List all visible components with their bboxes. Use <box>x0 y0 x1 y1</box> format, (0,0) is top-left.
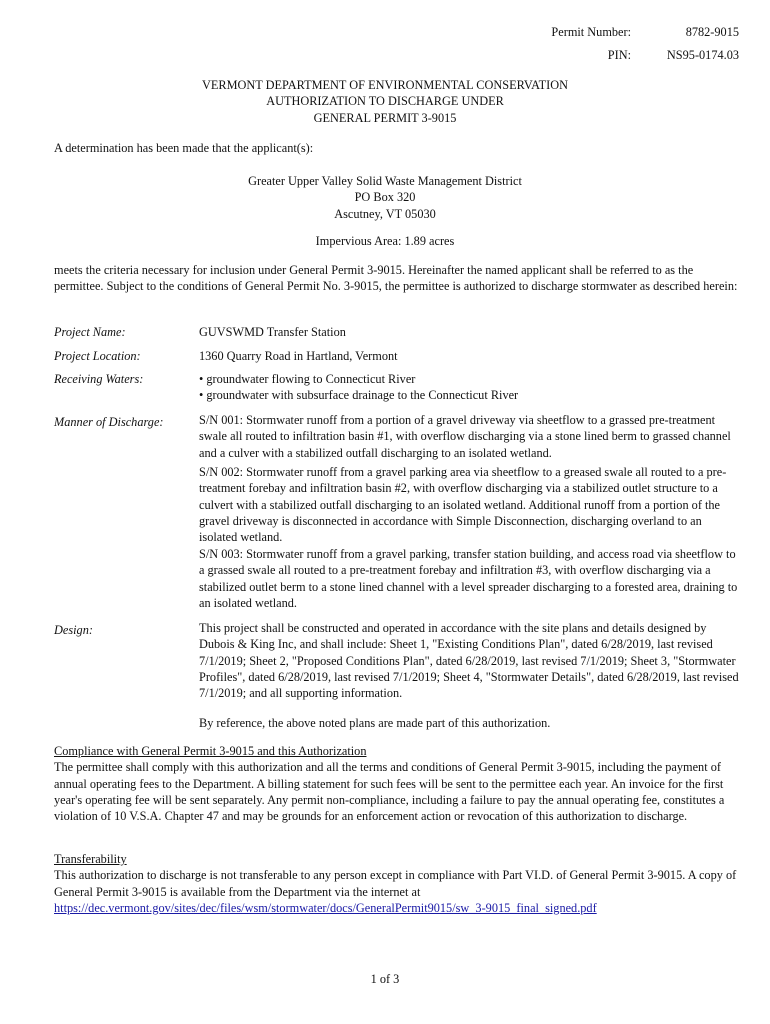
page-number: 1 of 3 <box>370 972 400 986</box>
project-name-value: GUVSWMD Transfer Station <box>199 325 346 339</box>
transferability-heading: Transferability <box>54 852 127 866</box>
permit-number-label: Permit Number: <box>551 25 631 39</box>
applicant-address-2: Ascutney, VT 05030 <box>334 206 436 221</box>
project-location-label: Project Location: <box>54 349 141 363</box>
permit-number-value: 8782-9015 <box>685 25 739 39</box>
compliance-section <box>54 743 742 824</box>
design-label: Design: <box>54 623 93 637</box>
project-name-label: Project Name: <box>54 325 126 339</box>
compliance-text: The permittee shall comply with this authorization and all the terms and conditions of General Permit 3-9015, including the payment of annual operating fees to the Department. A billing statement for such fees will be sent to the permittee each year. An invoice for the first year's operating fee will be sent separately. Any permit non-compliance, including a failure to pay the annual operating fee, constitutes a violation of 10 V.S.A. Chapter 47 and may be grounds for an enforcement action or revocation of this authorization to discharge. <box>54 760 725 824</box>
compliance-heading: Compliance with General Permit 3-9015 and this Authorization <box>54 744 367 758</box>
discharge-item-3: S/N 003: Stormwater runoff from a gravel parking, transfer station building, and access road via sheetflow to a grassed swale all routed to a pre-treatment forebay and infiltration #3, with overflow discharging via a stabilized outlet berm to a stone lined channel with a level spreader discharging to a forested area, draining to an isolated wetland. <box>199 547 738 610</box>
reference-text: By reference, the above noted plans are made part of this authorization. <box>199 716 551 730</box>
title-line-3: GENERAL PERMIT 3-9015 <box>313 110 457 125</box>
transferability-section <box>54 851 742 916</box>
title-line-1: VERMONT DEPARTMENT OF ENVIRONMENTAL CONSERVATION <box>202 78 568 92</box>
discharge-item-1: S/N 001: Stormwater runoff from a portion of a gravel driveway via sheetflow to a grassed pre-treatment swale all routed to infiltration basin #1, with overflow discharging via a stone lined berm to grassed channel and a culver with a stabilized outfall discharging to an isolated wetland. <box>199 413 731 460</box>
title-line-2: AUTHORIZATION TO DISCHARGE UNDER <box>266 94 504 109</box>
manner-of-discharge-label: Manner of Discharge: <box>54 415 164 429</box>
receiving-water-item: • groundwater with subsurface drainage to the Connecticut River <box>199 388 519 403</box>
discharge-item-2: S/N 002: Stormwater runoff from a gravel parking area via sheetflow to a greased swale all routed to a pre-treatment forebay and infiltration basin #2, with overflow discharging via a stabilized outlet structure to a culvert with a stabilized outfall discharging to an isolated wetland. Additional runoff from a portion of the gravel driveway is disconnected in accordance with Simple Disconnection, discharging overland to an isolated wetland. <box>199 465 727 545</box>
receiving-waters-list <box>199 371 742 404</box>
receiving-water-item: • groundwater flowing to Connecticut River <box>199 372 416 386</box>
document-title <box>0 77 770 126</box>
applicant-block <box>0 173 770 222</box>
transferability-text: This authorization to discharge is not transferable to any person except in compliance with Part VI.D. of General Permit 3-9015. A copy of General Permit 3-9015 is available from the Department via the internet at <box>54 868 737 899</box>
impervious-area: Impervious Area: 1.89 acres <box>315 234 455 248</box>
applicant-name: Greater Upper Valley Solid Waste Management District <box>248 174 522 188</box>
criteria-paragraph: meets the criteria necessary for inclusion under General Permit 3-9015. Hereinafter the named applicant shall be referred to as the permittee. Subject to the conditions of General Permit No. 3-9015, the permittee is authorized to discharge stormwater as described herein: <box>54 263 738 294</box>
design-text: This project shall be constructed and operated in accordance with the site plans and details designed by Dubois & King Inc, and shall include: Sheet 1, "Existing Conditions Plan", dated 6/28/2019, last revised 7/1/2019; Sheet 2, "Proposed Conditions Plan", dated 6/28/2019, last revised 7/1/2019; Sheet 3, "Stormwater Profiles", dated 6/28/2019, last revised 7/1/2019; Sheet 4, "Stormwater Details", dated 6/28/2019, last revised 7/1/2019; and all supporting information. <box>199 621 739 701</box>
pin-value: NS95-0174.03 <box>666 48 739 62</box>
general-permit-link[interactable]: https://dec.vermont.gov/sites/dec/files/wsm/stormwater/docs/GeneralPermit9015/sw_3-9015_final_signed.pdf <box>54 900 597 915</box>
determination-intro: A determination has been made that the applicant(s): <box>54 141 314 155</box>
receiving-waters-label: Receiving Waters: <box>54 372 144 386</box>
applicant-address-1: PO Box 320 <box>354 190 416 205</box>
pin-label: PIN: <box>607 48 631 62</box>
project-location-value: 1360 Quarry Road in Hartland, Vermont <box>199 349 398 363</box>
